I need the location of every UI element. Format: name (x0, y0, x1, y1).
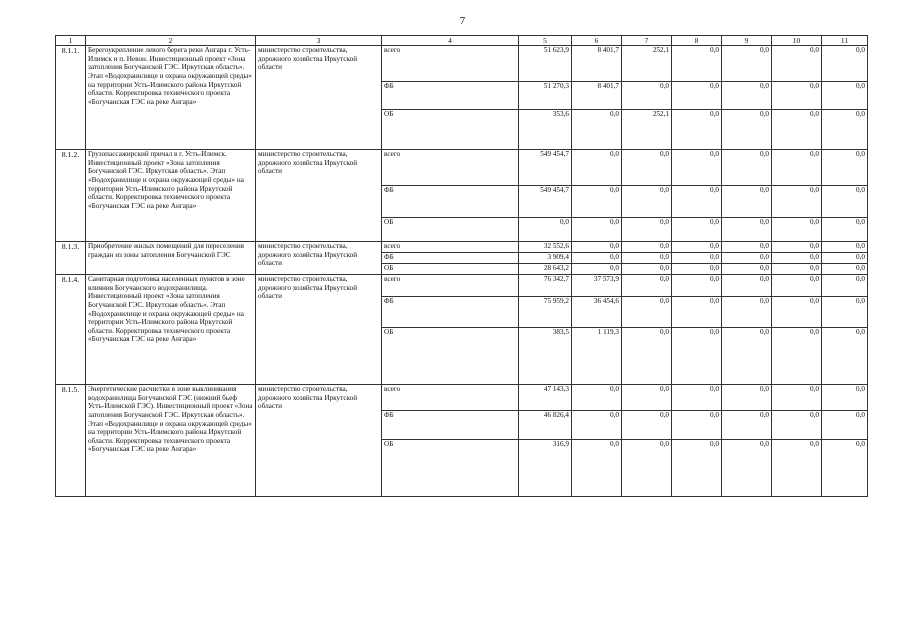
value-cell: 0,0 (822, 242, 868, 253)
value-cell: 0,0 (672, 411, 722, 440)
value-cell: 0,0 (672, 264, 722, 275)
value-cell: 0,0 (822, 264, 868, 275)
funding-table (55, 35, 868, 497)
value-cell: 8 401,7 (572, 46, 622, 82)
column-header: 11 (822, 36, 868, 46)
value-cell: 0,0 (572, 264, 622, 275)
value-cell: 0,0 (622, 242, 672, 253)
value-cell: 0,0 (622, 297, 672, 328)
item-number: 8.1.4. (56, 275, 86, 385)
budget-kind: ОБ (382, 264, 519, 275)
value-cell: 0,0 (672, 110, 722, 150)
value-cell: 316,9 (519, 440, 572, 497)
value-cell: 76 342,7 (519, 275, 572, 297)
value-cell: 0,0 (622, 186, 672, 218)
value-cell: 0,0 (622, 218, 672, 242)
value-cell: 0,0 (772, 275, 822, 297)
budget-kind: всего (382, 46, 519, 82)
value-cell: 383,5 (519, 328, 572, 385)
value-cell: 0,0 (572, 253, 622, 264)
value-cell: 0,0 (822, 275, 868, 297)
value-cell: 252,1 (622, 46, 672, 82)
value-cell: 549 454,7 (519, 150, 572, 186)
value-cell: 0,0 (722, 242, 772, 253)
value-cell: 0,0 (772, 328, 822, 385)
budget-kind: ОБ (382, 328, 519, 385)
value-cell: 51 270,3 (519, 82, 572, 110)
value-cell: 0,0 (772, 264, 822, 275)
column-header: 2 (86, 36, 256, 46)
value-cell: 0,0 (822, 110, 868, 150)
item-name: Приобретение жилых помещений для переселения граждан из зоны затопления Богучанской ГЭС (86, 242, 256, 275)
value-cell: 0,0 (622, 411, 672, 440)
value-cell: 0,0 (572, 150, 622, 186)
value-cell: 549 454,7 (519, 186, 572, 218)
value-cell: 0,0 (822, 46, 868, 82)
item-number: 8.1.2. (56, 150, 86, 242)
budget-kind: всего (382, 150, 519, 186)
value-cell: 51 623,9 (519, 46, 572, 82)
value-cell: 0,0 (672, 150, 722, 186)
value-cell: 0,0 (572, 218, 622, 242)
item-name: Берегоукрепление левого берега реки Ангара г. Усть-Илимск и п. Невон. Инвестиционный проект «Зона затопления Богучанской ГЭС. Иркутская область». Этап «Водохранилище и охрана окружающей среды» на территории Усть-Илимского района Иркутской области. Корректировка технического проекта «Богучанская ГЭС на реке Ангара» (86, 46, 256, 150)
column-header: 9 (722, 36, 772, 46)
value-cell: 0,0 (672, 328, 722, 385)
value-cell: 0,0 (672, 218, 722, 242)
value-cell: 0,0 (772, 242, 822, 253)
value-cell: 0,0 (772, 218, 822, 242)
value-cell: 0,0 (772, 186, 822, 218)
value-cell: 0,0 (622, 82, 672, 110)
value-cell: 0,0 (672, 253, 722, 264)
value-cell: 0,0 (622, 264, 672, 275)
budget-kind: всего (382, 242, 519, 253)
value-cell: 47 143,3 (519, 385, 572, 411)
value-cell: 0,0 (772, 82, 822, 110)
value-cell: 0,0 (622, 328, 672, 385)
value-cell: 1 119,3 (572, 328, 622, 385)
table-row (56, 275, 868, 297)
value-cell: 0,0 (772, 253, 822, 264)
value-cell: 0,0 (722, 297, 772, 328)
value-cell: 8 401,7 (572, 82, 622, 110)
value-cell: 0,0 (822, 150, 868, 186)
value-cell: 0,0 (672, 385, 722, 411)
value-cell: 0,0 (672, 82, 722, 110)
budget-kind: всего (382, 275, 519, 297)
value-cell: 0,0 (722, 218, 772, 242)
value-cell: 0,0 (772, 297, 822, 328)
value-cell: 0,0 (772, 110, 822, 150)
item-name: Энергетические расчистки в зоне выклинивания водохранилища Богучанской ГЭС (нижний бьеф Усть-Илимской ГЭС). Инвестиционный проект «Зона затопления Богучанской ГЭС. Иркутская область». Этап «Водохранилище и охрана окружающей среды» на территории Усть-Илимского района Иркутской области. Корректировка технического проекта «Богучанская ГЭС на реке Ангара» (86, 385, 256, 497)
item-organization: министерство строительства, дорожного хозяйства Иркутской области (256, 242, 382, 275)
budget-kind: ОБ (382, 218, 519, 242)
value-cell: 46 826,4 (519, 411, 572, 440)
value-cell: 0,0 (822, 385, 868, 411)
value-cell: 32 552,6 (519, 242, 572, 253)
table-row (56, 242, 868, 253)
value-cell: 0,0 (772, 46, 822, 82)
value-cell: 37 573,9 (572, 275, 622, 297)
value-cell: 0,0 (772, 440, 822, 497)
value-cell: 0,0 (622, 275, 672, 297)
column-header: 8 (672, 36, 722, 46)
budget-kind: ФБ (382, 253, 519, 264)
item-organization: министерство строительства, дорожного хозяйства Иркутской области (256, 385, 382, 497)
value-cell: 0,0 (572, 440, 622, 497)
budget-kind: ОБ (382, 440, 519, 497)
value-cell: 0,0 (722, 46, 772, 82)
item-number: 8.1.1. (56, 46, 86, 150)
value-cell: 0,0 (672, 275, 722, 297)
value-cell: 0,0 (722, 328, 772, 385)
page-number: 7 (459, 15, 466, 27)
budget-kind: ФБ (382, 186, 519, 218)
column-header: 5 (519, 36, 572, 46)
value-cell: 0,0 (722, 264, 772, 275)
item-number: 8.1.3. (56, 242, 86, 275)
value-cell: 0,0 (672, 46, 722, 82)
value-cell: 0,0 (722, 110, 772, 150)
value-cell: 0,0 (822, 253, 868, 264)
value-cell: 0,0 (722, 411, 772, 440)
budget-kind: ФБ (382, 411, 519, 440)
table-row (56, 46, 868, 82)
value-cell: 28 643,2 (519, 264, 572, 275)
value-cell: 0,0 (722, 253, 772, 264)
budget-kind: всего (382, 385, 519, 411)
column-header: 1 (56, 36, 86, 46)
value-cell: 0,0 (722, 82, 772, 110)
table-row (56, 150, 868, 186)
value-cell: 0,0 (572, 110, 622, 150)
budget-kind: ФБ (382, 297, 519, 328)
value-cell: 0,0 (519, 218, 572, 242)
column-header: 10 (772, 36, 822, 46)
value-cell: 0,0 (672, 242, 722, 253)
value-cell: 0,0 (722, 150, 772, 186)
value-cell: 0,0 (722, 440, 772, 497)
value-cell: 0,0 (622, 385, 672, 411)
budget-kind: ФБ (382, 82, 519, 110)
value-cell: 0,0 (822, 218, 868, 242)
value-cell: 0,0 (822, 328, 868, 385)
column-header: 6 (572, 36, 622, 46)
header-row (56, 36, 868, 46)
value-cell: 0,0 (822, 82, 868, 110)
value-cell: 36 454,6 (572, 297, 622, 328)
value-cell: 0,0 (822, 440, 868, 497)
value-cell: 75 959,2 (519, 297, 572, 328)
table-row (56, 385, 868, 411)
value-cell: 0,0 (672, 297, 722, 328)
value-cell: 0,0 (622, 150, 672, 186)
value-cell: 252,1 (622, 110, 672, 150)
value-cell: 0,0 (722, 275, 772, 297)
item-name: Грузопассажирский причал в г. Усть-Илимск. Инвестиционный проект «Зона затопления Богучанской ГЭС. Иркутская область». Этап «Водохранилище и охрана окружающей среды» на территории Усть-Илимского района Иркутской области. Корректировка технического проекта «Богучанская ГЭС на реке Ангара» (86, 150, 256, 242)
value-cell: 0,0 (722, 385, 772, 411)
value-cell: 0,0 (572, 411, 622, 440)
value-cell: 0,0 (722, 186, 772, 218)
value-cell: 0,0 (622, 253, 672, 264)
value-cell: 0,0 (672, 440, 722, 497)
value-cell: 0,0 (822, 411, 868, 440)
value-cell: 0,0 (572, 385, 622, 411)
column-header: 4 (382, 36, 519, 46)
value-cell: 3 909,4 (519, 253, 572, 264)
value-cell: 0,0 (822, 297, 868, 328)
column-header: 7 (622, 36, 672, 46)
budget-kind: ОБ (382, 110, 519, 150)
value-cell: 353,6 (519, 110, 572, 150)
value-cell: 0,0 (822, 186, 868, 218)
item-number: 8.1.5. (56, 385, 86, 497)
value-cell: 0,0 (772, 385, 822, 411)
value-cell: 0,0 (772, 150, 822, 186)
item-organization: министерство строительства, дорожного хозяйства Иркутской области (256, 46, 382, 150)
item-organization: министерство строительства, дорожного хозяйства Иркутской области (256, 150, 382, 242)
value-cell: 0,0 (622, 440, 672, 497)
value-cell: 0,0 (672, 186, 722, 218)
value-cell: 0,0 (572, 186, 622, 218)
item-name: Санитарная подготовка населенных пунктов в зоне влияния Богучанского водохранилища. Инвестиционный проект «Зона затопления Богучанской ГЭС. Иркутская область». Этап «Водохранилище и охрана окружающей среды» на территории Усть-Илимского района Иркутской области. Корректировка технического проекта «Богучанская ГЭС на реке Ангара» (86, 275, 256, 385)
column-header: 3 (256, 36, 382, 46)
item-organization: министерство строительства, дорожного хозяйства Иркутской области (256, 275, 382, 385)
value-cell: 0,0 (572, 242, 622, 253)
value-cell: 0,0 (772, 411, 822, 440)
